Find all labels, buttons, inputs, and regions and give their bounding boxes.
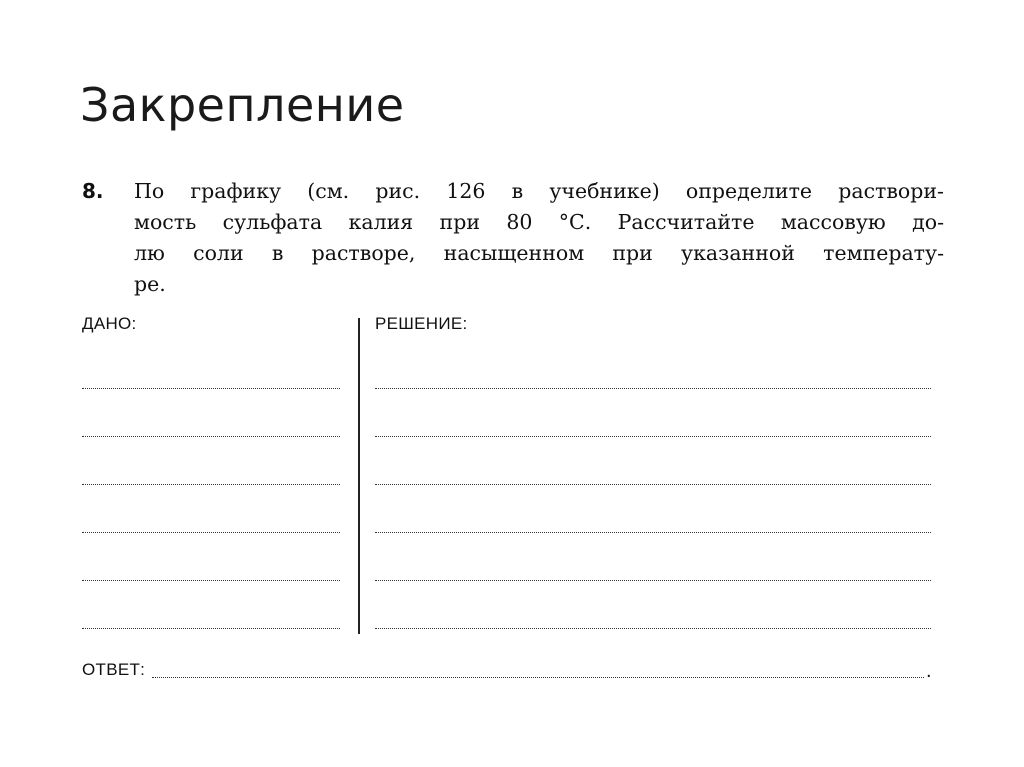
given-line[interactable] xyxy=(82,628,340,629)
solution-line[interactable] xyxy=(375,628,931,629)
answer-line[interactable] xyxy=(152,677,924,678)
solution-line[interactable] xyxy=(375,532,931,533)
given-line[interactable] xyxy=(82,388,340,389)
solution-line[interactable] xyxy=(375,388,931,389)
given-line[interactable] xyxy=(82,436,340,437)
solution-line[interactable] xyxy=(375,436,931,437)
task-number: 8. xyxy=(82,179,104,203)
task-line: лю соли в растворе, насыщенном при указанной температу- xyxy=(134,241,944,265)
solution-label: РЕШЕНИЕ: xyxy=(375,314,468,333)
answer-label: ОТВЕТ: xyxy=(82,660,146,679)
column-divider xyxy=(358,318,360,634)
task-line: По графику (см. рис. 126 в учебнике) определите раствори- xyxy=(134,179,944,203)
given-label: ДАНО: xyxy=(82,314,137,333)
task-text xyxy=(134,176,944,300)
solution-line[interactable] xyxy=(375,580,931,581)
task-line: мость сульфата калия при 80 °С. Рассчитайте массовую до- xyxy=(134,210,944,234)
slide-title: Закрепление xyxy=(80,78,405,132)
given-line[interactable] xyxy=(82,484,340,485)
solution-line[interactable] xyxy=(375,484,931,485)
task-line: ре. xyxy=(134,272,166,296)
given-line[interactable] xyxy=(82,532,340,533)
given-line[interactable] xyxy=(82,580,340,581)
answer-end-mark: . xyxy=(926,660,932,682)
